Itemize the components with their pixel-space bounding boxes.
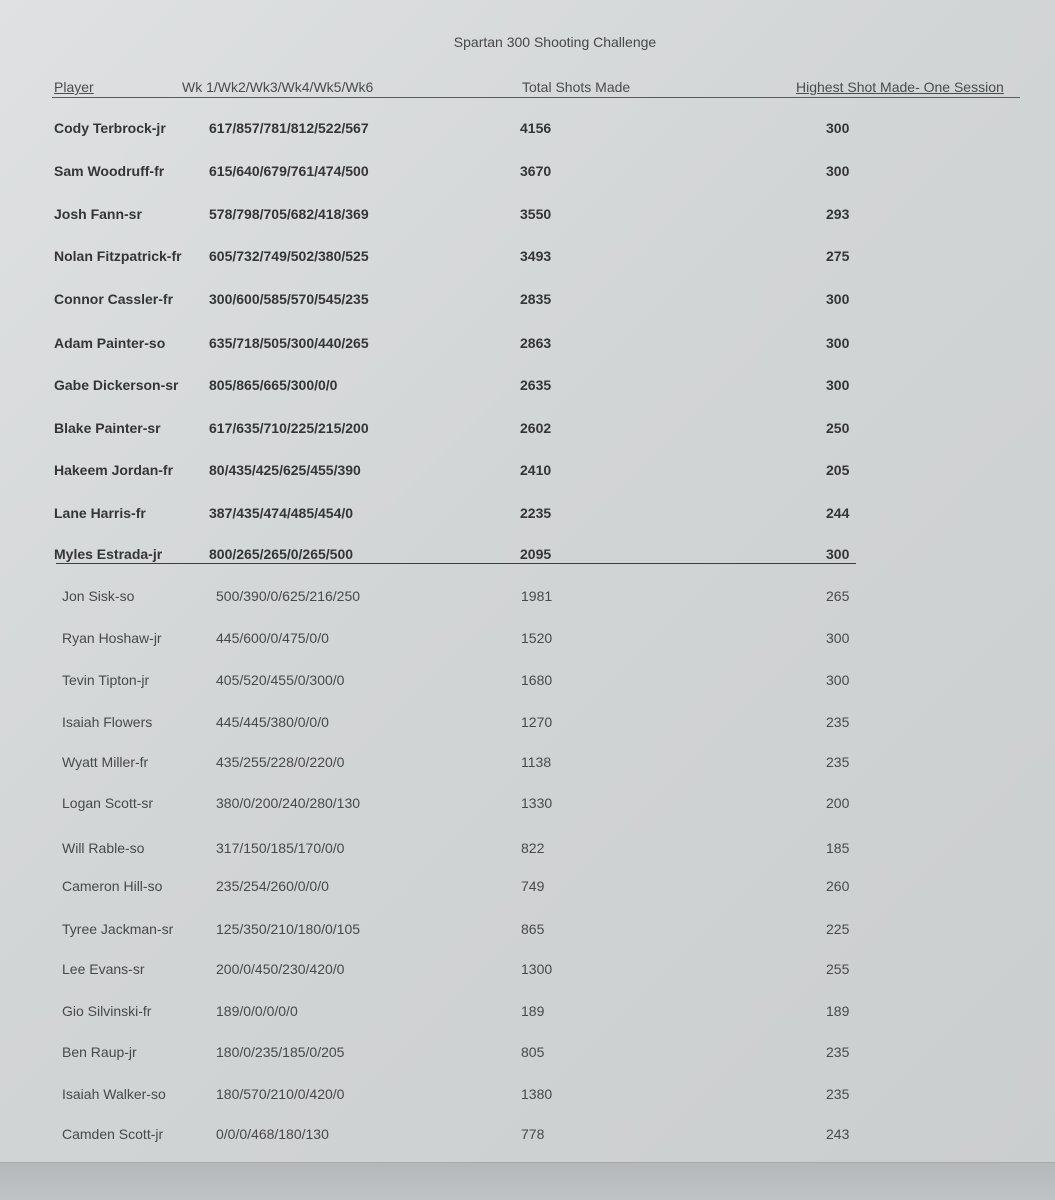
weekly-shots: 805/865/665/300/0/0 [209, 377, 338, 393]
total-shots: 865 [521, 921, 545, 937]
player-name: Jon Sisk-so [62, 588, 135, 604]
highest-session: 260 [826, 878, 850, 894]
total-shots: 2235 [520, 505, 552, 521]
player-name: Hakeem Jordan-fr [54, 462, 174, 478]
total-shots: 1380 [521, 1086, 553, 1102]
weekly-shots: 80/435/425/625/455/390 [209, 462, 361, 478]
table-row [0, 714, 1055, 734]
highest-session: 225 [826, 921, 850, 937]
highest-session: 300 [826, 377, 850, 393]
total-shots: 2602 [520, 420, 552, 436]
player-name: Sam Woodruff-fr [54, 163, 165, 179]
player-name: Ben Raup-jr [62, 1044, 137, 1060]
highest-session: 250 [826, 420, 850, 436]
table-row [0, 1044, 1055, 1064]
total-shots: 1520 [521, 630, 553, 646]
weekly-shots: 617/857/781/812/522/567 [209, 120, 369, 136]
weekly-shots: 605/732/749/502/380/525 [209, 248, 369, 264]
player-name: Ryan Hoshaw-jr [62, 630, 162, 646]
highest-session: 300 [826, 291, 850, 307]
cut-line [56, 563, 856, 564]
table-row [0, 420, 1055, 440]
player-name: Camden Scott-jr [62, 1126, 164, 1142]
total-shots: 3493 [520, 248, 552, 264]
weekly-shots: 405/520/455/0/300/0 [216, 672, 345, 688]
player-name: Cody Terbrock-jr [54, 120, 166, 136]
weekly-shots: 317/150/185/170/0/0 [216, 840, 345, 856]
table-row [0, 795, 1055, 815]
table-row [0, 335, 1055, 355]
total-shots: 749 [521, 878, 545, 894]
table-row [0, 878, 1055, 898]
highest-session: 235 [826, 1086, 850, 1102]
player-name: Will Rable-so [62, 840, 145, 856]
weekly-shots: 300/600/585/570/545/235 [209, 291, 369, 307]
highest-session: 200 [826, 795, 850, 811]
total-shots: 4156 [520, 120, 552, 136]
table-row [0, 1003, 1055, 1023]
total-shots: 778 [521, 1126, 545, 1142]
highest-session: 244 [826, 505, 850, 521]
highest-session: 300 [826, 335, 850, 351]
player-name: Gio Silvinski-fr [62, 1003, 152, 1019]
player-name: Cameron Hill-so [62, 878, 163, 894]
highest-session: 293 [826, 206, 850, 222]
table-row [0, 248, 1055, 268]
total-shots: 2635 [520, 377, 552, 393]
weekly-shots: 180/570/210/0/420/0 [216, 1086, 345, 1102]
header-total: Total Shots Made [522, 79, 631, 95]
table-row [0, 163, 1055, 183]
weekly-shots: 380/0/200/240/280/130 [216, 795, 361, 811]
weekly-shots: 180/0/235/185/0/205 [216, 1044, 345, 1060]
weekly-shots: 445/445/380/0/0/0 [216, 714, 329, 730]
table-row [0, 961, 1055, 981]
table-row [0, 1086, 1055, 1106]
total-shots: 2095 [520, 546, 552, 562]
weekly-shots: 0/0/0/468/180/130 [216, 1126, 329, 1142]
weekly-shots: 445/600/0/475/0/0 [216, 630, 329, 646]
total-shots: 822 [521, 840, 545, 856]
highest-session: 300 [826, 546, 850, 562]
highest-session: 275 [826, 248, 850, 264]
highest-session: 255 [826, 961, 850, 977]
player-name: Nolan Fitzpatrick-fr [54, 248, 182, 264]
total-shots: 2410 [520, 462, 552, 478]
player-name: Gabe Dickerson-sr [54, 377, 179, 393]
highest-session: 235 [826, 1044, 850, 1060]
header-highest: Highest Shot Made- One Session [796, 79, 1004, 95]
table-row [0, 377, 1055, 397]
table-row [0, 588, 1055, 608]
player-name: Tevin Tipton-jr [62, 672, 150, 688]
total-shots: 805 [521, 1044, 545, 1060]
highest-session: 300 [826, 163, 850, 179]
header-weeks: Wk 1/Wk2/Wk3/Wk4/Wk5/Wk6 [182, 79, 374, 95]
highest-session: 300 [826, 672, 850, 688]
weekly-shots: 200/0/450/230/420/0 [216, 961, 345, 977]
player-name: Adam Painter-so [54, 335, 166, 351]
highest-session: 189 [826, 1003, 850, 1019]
player-name: Lane Harris-fr [54, 505, 146, 521]
weekly-shots: 235/254/260/0/0/0 [216, 878, 329, 894]
total-shots: 189 [521, 1003, 545, 1019]
total-shots: 1981 [521, 588, 553, 604]
player-name: Lee Evans-sr [62, 961, 145, 977]
total-shots: 1138 [521, 754, 552, 770]
highest-session: 235 [826, 714, 850, 730]
weekly-shots: 617/635/710/225/215/200 [209, 420, 369, 436]
highest-session: 235 [826, 754, 850, 770]
table-row [0, 206, 1055, 226]
document-title: Spartan 300 Shooting Challenge [453, 34, 657, 50]
table-row [0, 1126, 1055, 1146]
highest-session: 265 [826, 588, 850, 604]
table-row [0, 505, 1055, 525]
total-shots: 1680 [521, 672, 553, 688]
weekly-shots: 387/435/474/485/454/0 [209, 505, 354, 521]
weekly-shots: 189/0/0/0/0/0 [216, 1003, 298, 1019]
table-row [0, 630, 1055, 650]
player-name: Josh Fann-sr [54, 206, 142, 222]
total-shots: 3550 [520, 206, 552, 222]
total-shots: 2835 [520, 291, 552, 307]
table-row [0, 921, 1055, 941]
player-name: Blake Painter-sr [54, 420, 161, 436]
total-shots: 2863 [520, 335, 552, 351]
player-name: Isaiah Flowers [62, 714, 153, 730]
highest-session: 205 [826, 462, 850, 478]
table-row [0, 672, 1055, 692]
weekly-shots: 800/265/265/0/265/500 [209, 546, 354, 562]
table-row [0, 840, 1055, 860]
weekly-shots: 635/718/505/300/440/265 [209, 335, 369, 351]
weekly-shots: 125/350/210/180/0/105 [216, 921, 361, 937]
weekly-shots: 500/390/0/625/216/250 [216, 588, 361, 604]
player-name: Tyree Jackman-sr [62, 921, 174, 937]
weekly-shots: 435/255/228/0/220/0 [216, 754, 345, 770]
player-name: Myles Estrada-jr [54, 546, 163, 562]
total-shots: 1300 [521, 961, 553, 977]
weekly-shots: 615/640/679/761/474/500 [209, 163, 369, 179]
total-shots: 3670 [520, 163, 552, 179]
table-row [0, 120, 1055, 140]
header-player: Player [54, 79, 94, 95]
weekly-shots: 578/798/705/682/418/369 [209, 206, 369, 222]
highest-session: 300 [826, 630, 850, 646]
total-shots: 1270 [521, 714, 553, 730]
player-name: Connor Cassler-fr [54, 291, 174, 307]
table-row [0, 462, 1055, 482]
player-name: Wyatt Miller-fr [62, 754, 149, 770]
table-row [0, 291, 1055, 311]
highest-session: 300 [826, 120, 850, 136]
total-shots: 1330 [521, 795, 553, 811]
player-name: Logan Scott-sr [62, 795, 154, 811]
table-row [0, 754, 1055, 774]
bottom-bar [0, 1162, 1055, 1200]
player-name: Isaiah Walker-so [62, 1086, 166, 1102]
highest-session: 243 [826, 1126, 850, 1142]
highest-session: 185 [826, 840, 850, 856]
table-header [52, 79, 1020, 98]
